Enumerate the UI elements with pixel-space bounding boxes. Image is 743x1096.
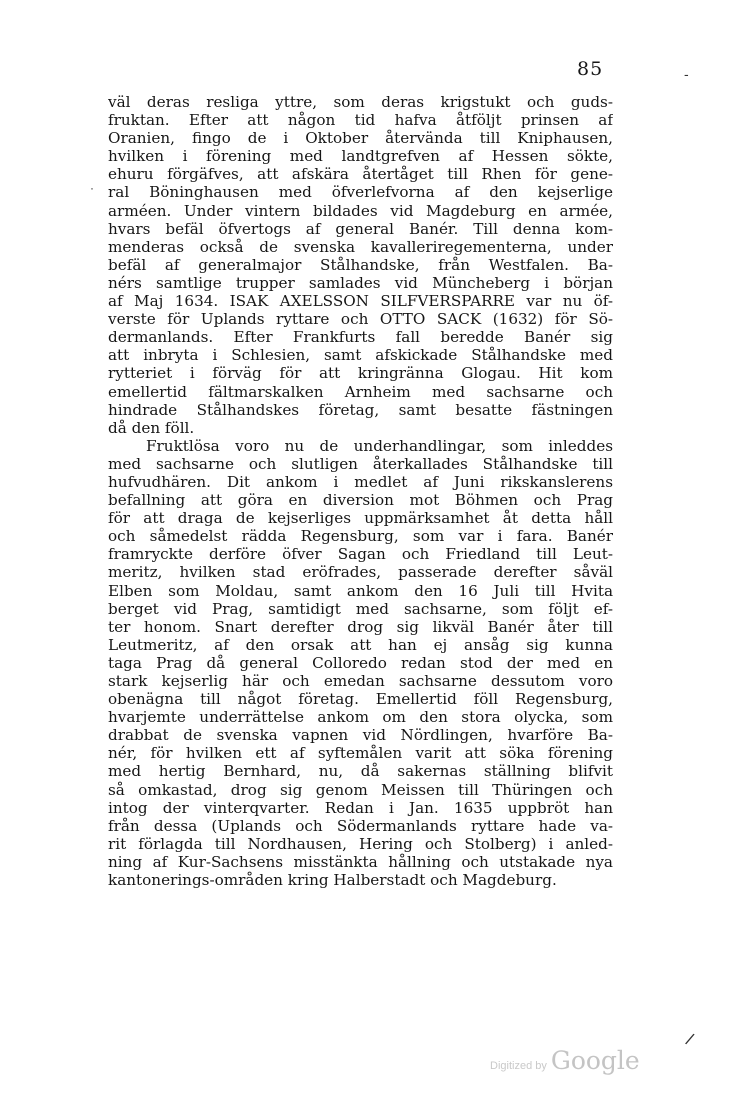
text-line: för att draga de kejserliges uppmärksamhet åt detta håll: [108, 509, 613, 528]
text-line: ning af Kur-Sachsens misstänkta hållning och utstakade nya: [108, 852, 613, 871]
text-line: då den föll.: [108, 418, 195, 437]
text-line: menderas också de svenska kavalleriregementerna, under: [108, 237, 613, 256]
google-logo: Google: [550, 1046, 640, 1075]
text-line: Leutmeritz, af den orsak att han ej ansåg sig kunna: [108, 635, 613, 654]
margin-dash-mark: -: [684, 66, 689, 82]
text-line: hvilken i förening med landtgrefven af Hessen sökte,: [108, 147, 613, 166]
text-line: ral Böninghausen med öfverlefvorna af den kejserlige: [108, 183, 613, 202]
text-line: nér, för hvilken ett af syftemålen varit att söka förening: [108, 744, 613, 763]
text-line: dermanlands. Efter Frankfurts fall beredde Banér sig: [108, 328, 613, 347]
digitized-watermark: [490, 1046, 640, 1075]
text-line: och såmedelst rädda Regensburg, som var i fara. Banér: [108, 527, 613, 546]
text-line: obenägna till något företag. Emellertid föll Regensburg,: [108, 690, 613, 709]
text-line: meritz, hvilken stad eröfrades, passerade derefter såväl: [108, 563, 613, 582]
text-line: berget vid Prag, samtidigt med sachsarne, som följt ef-: [108, 599, 613, 618]
margin-slash-mark: /: [683, 1029, 696, 1050]
text-line: intog der vinterqvarter. Redan i Jan. 1635 uppbröt han: [108, 798, 613, 817]
text-line: fruktan. Efter att någon tid hafva åtföljt prinsen af: [108, 111, 613, 130]
text-line: rytteriet i förväg för att kringränna Glogau. Hit kom: [108, 364, 613, 383]
text-line: med hertig Bernhard, nu, då sakernas ställning blifvit: [108, 762, 613, 781]
text-line: framryckte derföre öfver Sagan och Friedland till Leut-: [108, 545, 613, 564]
text-line: Oranien, fingo de i Oktober återvända till Kniphausen,: [108, 129, 613, 148]
text-line: stark kejserlig här och emedan sachsarne dessutom voro: [108, 672, 613, 690]
text-line: drabbat de svenska vapnen vid Nördlingen, hvarföre Ba-: [108, 726, 613, 745]
text-line: nérs samtlige trupper samlades vid Müncheberg i början: [108, 273, 613, 292]
text-line: emellertid fältmarskalken Arnheim med sachsarne och: [108, 382, 613, 401]
text-line: arméen. Under vintern bildades vid Magdeburg en armée,: [108, 201, 613, 220]
text-line: kantonerings-områden kring Halberstadt och Magdeburg.: [108, 871, 557, 890]
text-line: verste för Uplands ryttare och OTTO SACK (1632) för Sö-: [108, 310, 613, 329]
body-text: [108, 93, 613, 889]
text-line: hvarjemte underrättelse ankom om den stora olycka, som: [108, 708, 613, 727]
text-line: från dessa (Uplands och Södermanlands ryttare hade va-: [108, 816, 613, 835]
text-line: befallning att göra en diversion mot Böhmen och Prag: [108, 491, 613, 510]
text-line: hufvudhären. Dit ankom i medlet af Juni rikskanslerens: [108, 472, 613, 491]
page-number: 85: [577, 58, 604, 80]
text-line: väl deras resliga yttre, som deras krigstukt och guds-: [108, 93, 613, 111]
text-line: rit förlagda till Nordhausen, Hering och Stolberg) i anled-: [108, 834, 613, 853]
text-line: hindrade Stålhandskes företag, samt besatte fästningen: [108, 400, 613, 419]
text-line: taga Prag då general Colloredo redan stod der med en: [108, 653, 613, 672]
margin-dot-mark: ·: [90, 181, 94, 195]
text-line: med sachsarne och slutligen återkallades Stålhandske till: [108, 454, 613, 473]
text-line: ehuru förgäfves, att afskära återtåget till Rhen för gene-: [108, 165, 613, 184]
text-line: hvars befäl öfvertogs af general Banér. Till denna kom-: [108, 219, 613, 238]
text-line: af Maj 1634. ISAK AXELSSON SILFVERSPARRE var nu öf-: [108, 292, 613, 311]
text-line: Elben som Moldau, samt ankom den 16 Juli till Hvita: [108, 581, 613, 600]
text-line: att inbryta i Schlesien, samt afskickade Stålhandske med: [108, 346, 613, 365]
text-line: så omkastad, drog sig genom Meissen till Thüringen och: [108, 780, 613, 799]
text-line: Fruktlösa voro nu de underhandlingar, som inleddes: [146, 436, 613, 455]
text-line: befäl af generalmajor Stålhandske, från Westfalen. Ba-: [108, 255, 613, 274]
digitized-label: Digitized by: [490, 1060, 547, 1072]
text-line: ter honom. Snart derefter drog sig likväl Banér åter till: [108, 617, 613, 636]
